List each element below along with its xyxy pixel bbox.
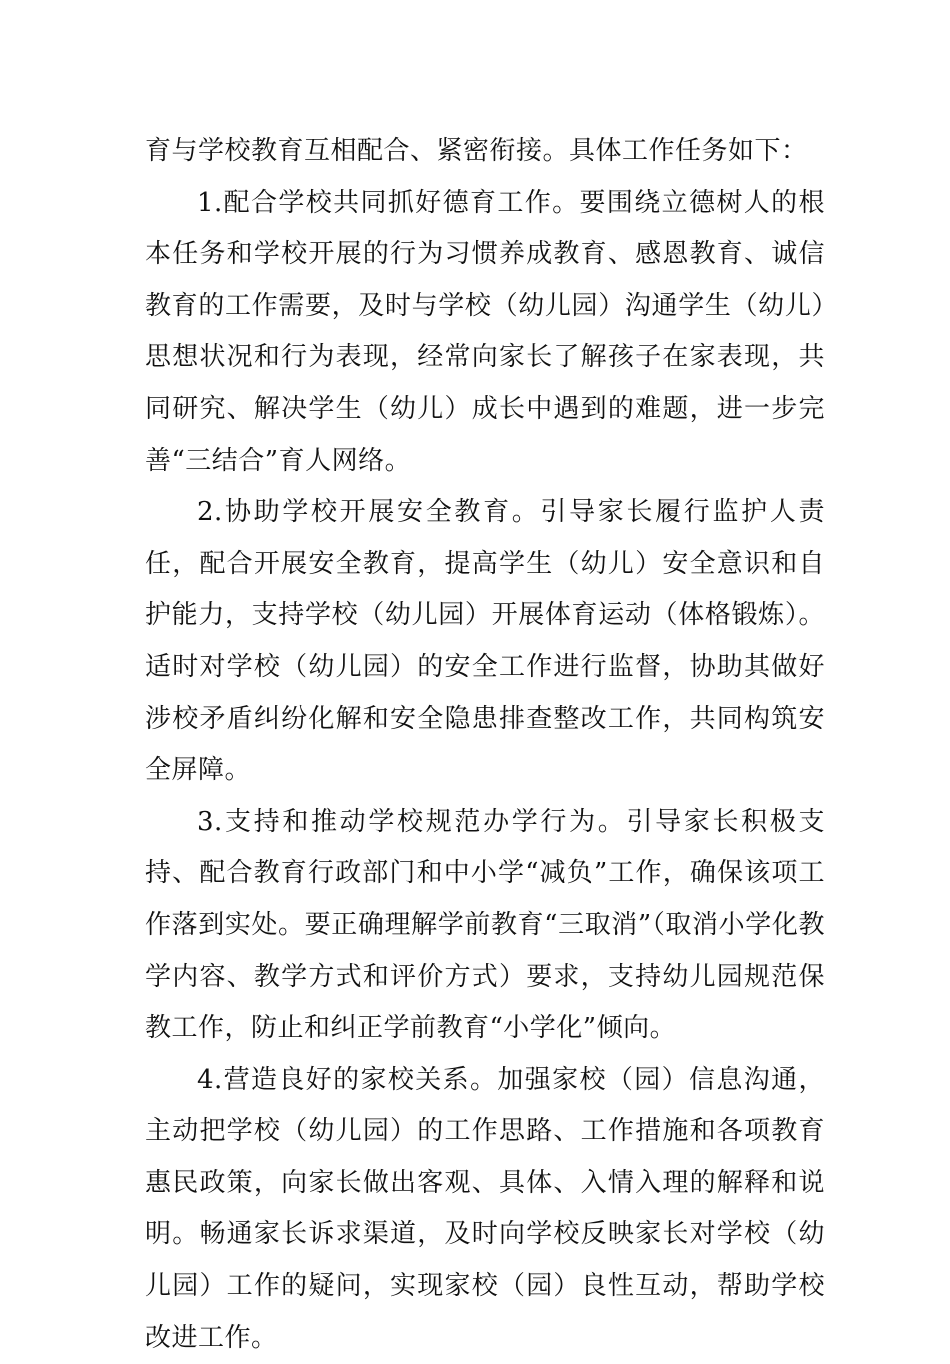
paragraph-task-4-home-school-relations: 4.营造良好的家校关系。加强家校（园）信息沟通，主动把学校（幼儿园）的工作思路、工作措施和各项教育惠民政策，向家长做出客观、具体、入情入理的解释和说明。畅通家长诉求渠道，及时向学校反映家长对学校（幼儿园）工作的疑问，实现家校（园）良性互动，帮助学校改进工作。 xyxy=(145,1064,825,1353)
paragraph-task-3-school-conduct: 3.支持和推动学校规范办学行为。引导家长积极支持、配合教育行政部门和中小学“减负”工作，确保该项工作落到实处。要正确理解学前教育“三取消”（取消小学化教学内容、教学方式和评价方式）要求，支持幼儿园规范保教工作，防止和纠正学前教育“小学化”倾向。 xyxy=(145,806,825,1044)
paragraph-task-1-moral-education: 1.配合学校共同抓好德育工作。要围绕立德树人的根本任务和学校开展的行为习惯养成教育、感恩教育、诚信教育的工作需要，及时与学校（幼儿园）沟通学生（幼儿）思想状况和行为表现，经常向家长了解孩子在家表现，共同研究、解决学生（幼儿）成长中遇到的难题，进一步完善“三结合”育人网络。 xyxy=(145,187,825,476)
paragraph-task-2-safety-education: 2.协助学校开展安全教育。引导家长履行监护人责任，配合开展安全教育，提高学生（幼儿）安全意识和自护能力，支持学校（幼儿园）开展体育运动（体格锻炼）。适时对学校（幼儿园）的安全工作进行监督，协助其做好涉校矛盾纠纷化解和安全隐患排查整改工作，共同构筑安全屏障。 xyxy=(145,497,825,786)
document-body xyxy=(145,126,825,1364)
paragraph-intro-continuation: 育与学校教育互相配合、紧密衔接。具体工作任务如下： xyxy=(145,136,808,166)
